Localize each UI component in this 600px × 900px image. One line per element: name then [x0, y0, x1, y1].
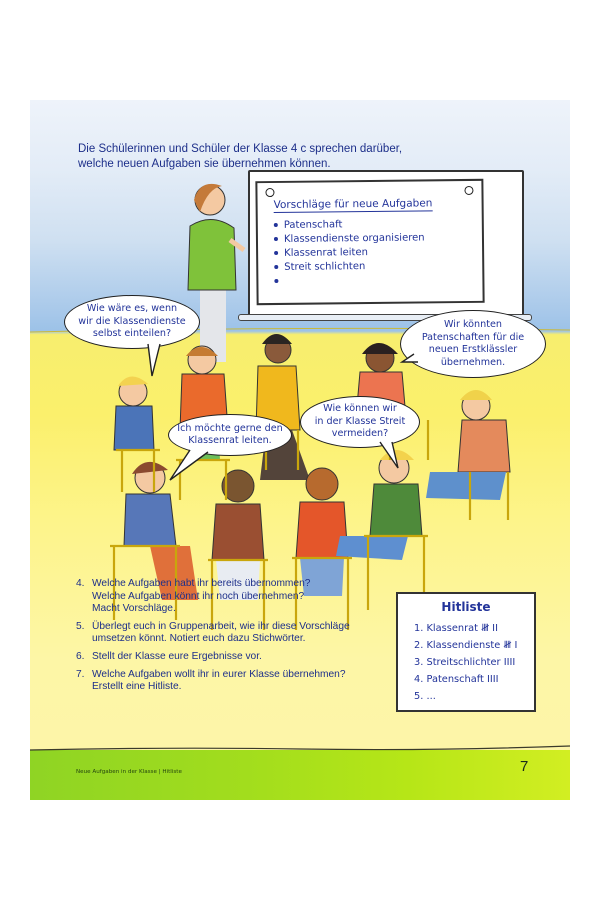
tally-marks: IIII: [486, 674, 499, 685]
tally-marks: 𝍸 II: [481, 623, 498, 634]
hitliste-title: Hitliste: [441, 600, 491, 614]
task-text: Überlegt euch in Gruppenarbeit, wie ihr diese Vorschläge umsetzen könnt. Notiert euch dazu Stichwörter.: [92, 620, 350, 645]
hitliste-label: Klassenrat: [426, 623, 478, 634]
tally-marks: 𝍸 I: [503, 640, 518, 651]
task-text: Stellt der Klasse eure Ergebnisse vor.: [92, 650, 262, 662]
task-list: [76, 578, 396, 699]
speech-bubble-klassenrat: Ich möchte gerne den Klassenrat leiten.: [168, 414, 292, 456]
hitliste-card: [396, 592, 536, 712]
hitliste-item: [414, 688, 517, 705]
textbook-page: [30, 100, 570, 800]
task-item: [76, 651, 396, 664]
task-number: 5.: [76, 620, 85, 632]
proposal-item-text: Patenschaft: [283, 219, 343, 231]
intro-line: Die Schülerinnen und Schüler der Klasse 4 c sprechen darüber,: [78, 143, 403, 155]
task-item: [76, 578, 396, 616]
intro-line: welche neuen Aufgaben sie übernehmen können.: [78, 158, 331, 170]
hitliste-rank: 5.: [414, 691, 424, 702]
footer-breadcrumb: Neue Aufgaben in der Klasse | Hitliste: [76, 769, 182, 775]
speech-bubble-streit: Wie können wir in der Klasse Streit vermeiden?: [300, 396, 420, 448]
proposal-item-text: Klassenrat leiten: [284, 247, 369, 259]
hitliste-label: Patenschaft: [426, 674, 484, 685]
hitliste-rank: 3.: [414, 657, 424, 668]
hitliste-label: Klassendienste: [426, 640, 501, 651]
hitliste-item: [414, 671, 517, 688]
hitliste-item: [414, 620, 517, 637]
speech-bubble-klassendienste: Wie wäre es, wenn wir die Klassendienste selbst einteilen?: [64, 295, 200, 349]
task-number: 4.: [76, 578, 85, 589]
hitliste-list: [414, 620, 517, 705]
speech-bubble-patenschaften: Wir könnten Patenschaften für die neuen Erstklässler übernehmen.: [400, 310, 546, 378]
tally-marks: IIII: [503, 657, 516, 668]
task-number: 6.: [76, 650, 85, 662]
hitliste-rank: 1.: [414, 623, 424, 634]
page-footer: [30, 750, 570, 800]
proposal-item-text: Streit schlichten: [284, 261, 366, 273]
hitliste-item: [414, 654, 517, 671]
hitliste-label: ...: [426, 691, 436, 702]
hitliste-rank: 2.: [414, 640, 424, 651]
proposal-item-text: Klassendienste organisieren: [283, 232, 425, 245]
proposal-title: Vorschläge für neue Aufgaben: [273, 197, 433, 212]
task-text: Welche Aufgaben wollt ihr in eurer Klasse übernehmen? Erstellt eine Hitliste.: [92, 668, 346, 693]
hitliste-label: Streitschlichter: [426, 657, 501, 668]
page-number: 7: [520, 758, 529, 775]
task-text: Welche Aufgaben habt ihr bereits übernommen? Welche Aufgaben könnt ihr noch übernehmen? Macht Vorschläge.: [92, 578, 311, 615]
task-item: [76, 669, 396, 694]
hitliste-rank: 4.: [414, 674, 424, 685]
task-number: 7.: [76, 668, 85, 680]
task-item: [76, 621, 396, 646]
footer-wave: [30, 744, 570, 754]
hitliste-item: [414, 637, 517, 654]
